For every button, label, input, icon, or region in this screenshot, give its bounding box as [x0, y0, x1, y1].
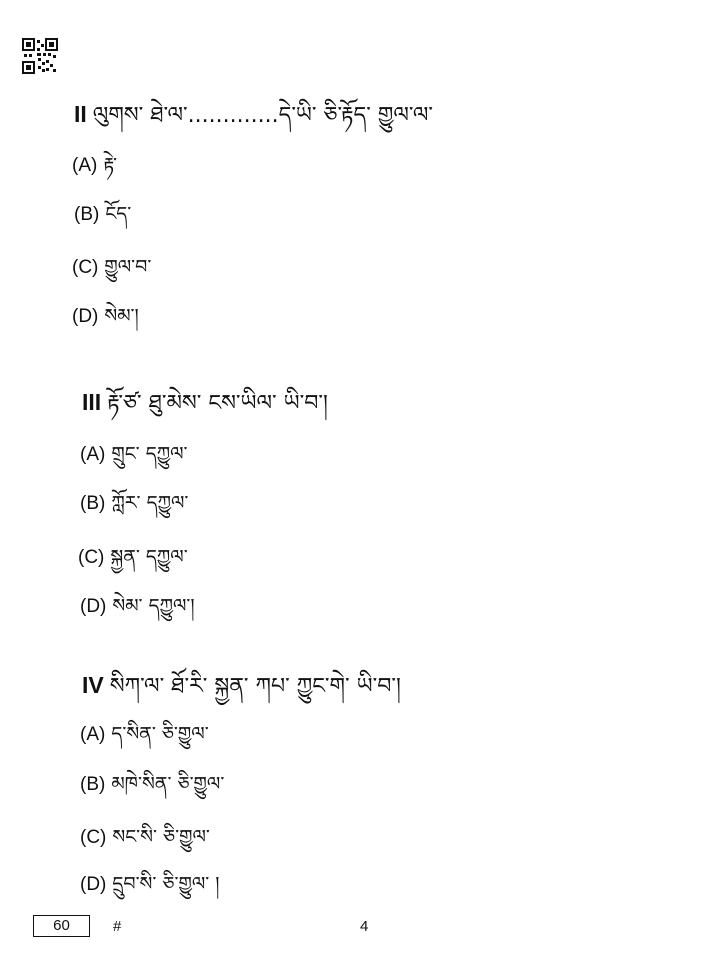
question-text: སིཀ་ལ་ ཐོ་རི་ སྐྱན་ ཀཔ་ ཀྱུང་གེ་ ཡི་བ་། — [109, 674, 401, 699]
option-label: (C) — [80, 827, 107, 848]
option-d[interactable] — [72, 294, 139, 348]
question-number: II — [74, 101, 87, 127]
option-label: (D) — [72, 306, 99, 327]
question-2 — [74, 90, 433, 152]
option-text: དྲུབ་སི་ ཅི་གྱུལ་ ། — [112, 873, 220, 895]
option-c[interactable] — [78, 535, 188, 589]
option-text: མཁེ་སིན་ ཅི་གྱུལ་ — [111, 773, 225, 795]
question-number: III — [82, 389, 102, 415]
option-text: ཀློར་ དཀྱུལ་ — [111, 492, 189, 514]
question-number: IV — [82, 672, 104, 698]
option-text: སང་སི་ ཅི་གྱུལ་ — [112, 826, 210, 848]
option-label: (B) — [74, 204, 100, 225]
option-d[interactable] — [80, 584, 195, 638]
option-label: (A) — [80, 724, 106, 745]
question-text: རྟོ་ཙ་ ཐུ་མེས་ ངས་ཡིལ་ ཡི་བ་། — [107, 391, 328, 416]
footer-hash: # — [113, 918, 122, 935]
option-a[interactable] — [80, 432, 187, 486]
option-text: རྟེ་ — [103, 154, 117, 176]
option-label: (C) — [78, 547, 105, 568]
option-text: གྱུལ་བ་ — [104, 256, 152, 278]
option-label: (A) — [72, 155, 98, 176]
option-text: སེམ་ དཀྱུལ་། — [112, 595, 195, 617]
option-text: ད་སིན་ ཅི་གྱུལ་ — [111, 723, 209, 745]
option-label: (D) — [80, 596, 107, 617]
option-text: སེམ་། — [104, 305, 139, 327]
option-a[interactable] — [80, 712, 209, 766]
option-b[interactable] — [80, 481, 188, 535]
option-label: (B) — [80, 493, 106, 514]
option-label: (C) — [72, 257, 99, 278]
option-a[interactable] — [72, 143, 117, 197]
option-text: སྐྱན་ དཀྱུལ་ — [110, 546, 188, 568]
option-c[interactable] — [80, 815, 210, 869]
question-text: ལུགས་ ཐེ་ལ་.............དེ་ཡི་ ཅི་རྟོད་ གྱུལ་ལ་ — [92, 103, 433, 128]
option-b[interactable] — [74, 192, 131, 246]
question-3 — [82, 378, 328, 440]
paper-code-box: 60 — [33, 915, 90, 937]
option-label: (B) — [80, 774, 106, 795]
option-c[interactable] — [72, 245, 151, 299]
page-number: 4 — [360, 918, 369, 935]
option-text: གྲུང་ དཀྱུལ་ — [111, 443, 188, 465]
option-d[interactable] — [80, 862, 220, 916]
option-label: (A) — [80, 444, 106, 465]
option-label: (D) — [80, 874, 107, 895]
qr-code-icon — [22, 38, 58, 74]
option-text: ངོད་ — [105, 203, 132, 225]
option-b[interactable] — [80, 762, 224, 816]
